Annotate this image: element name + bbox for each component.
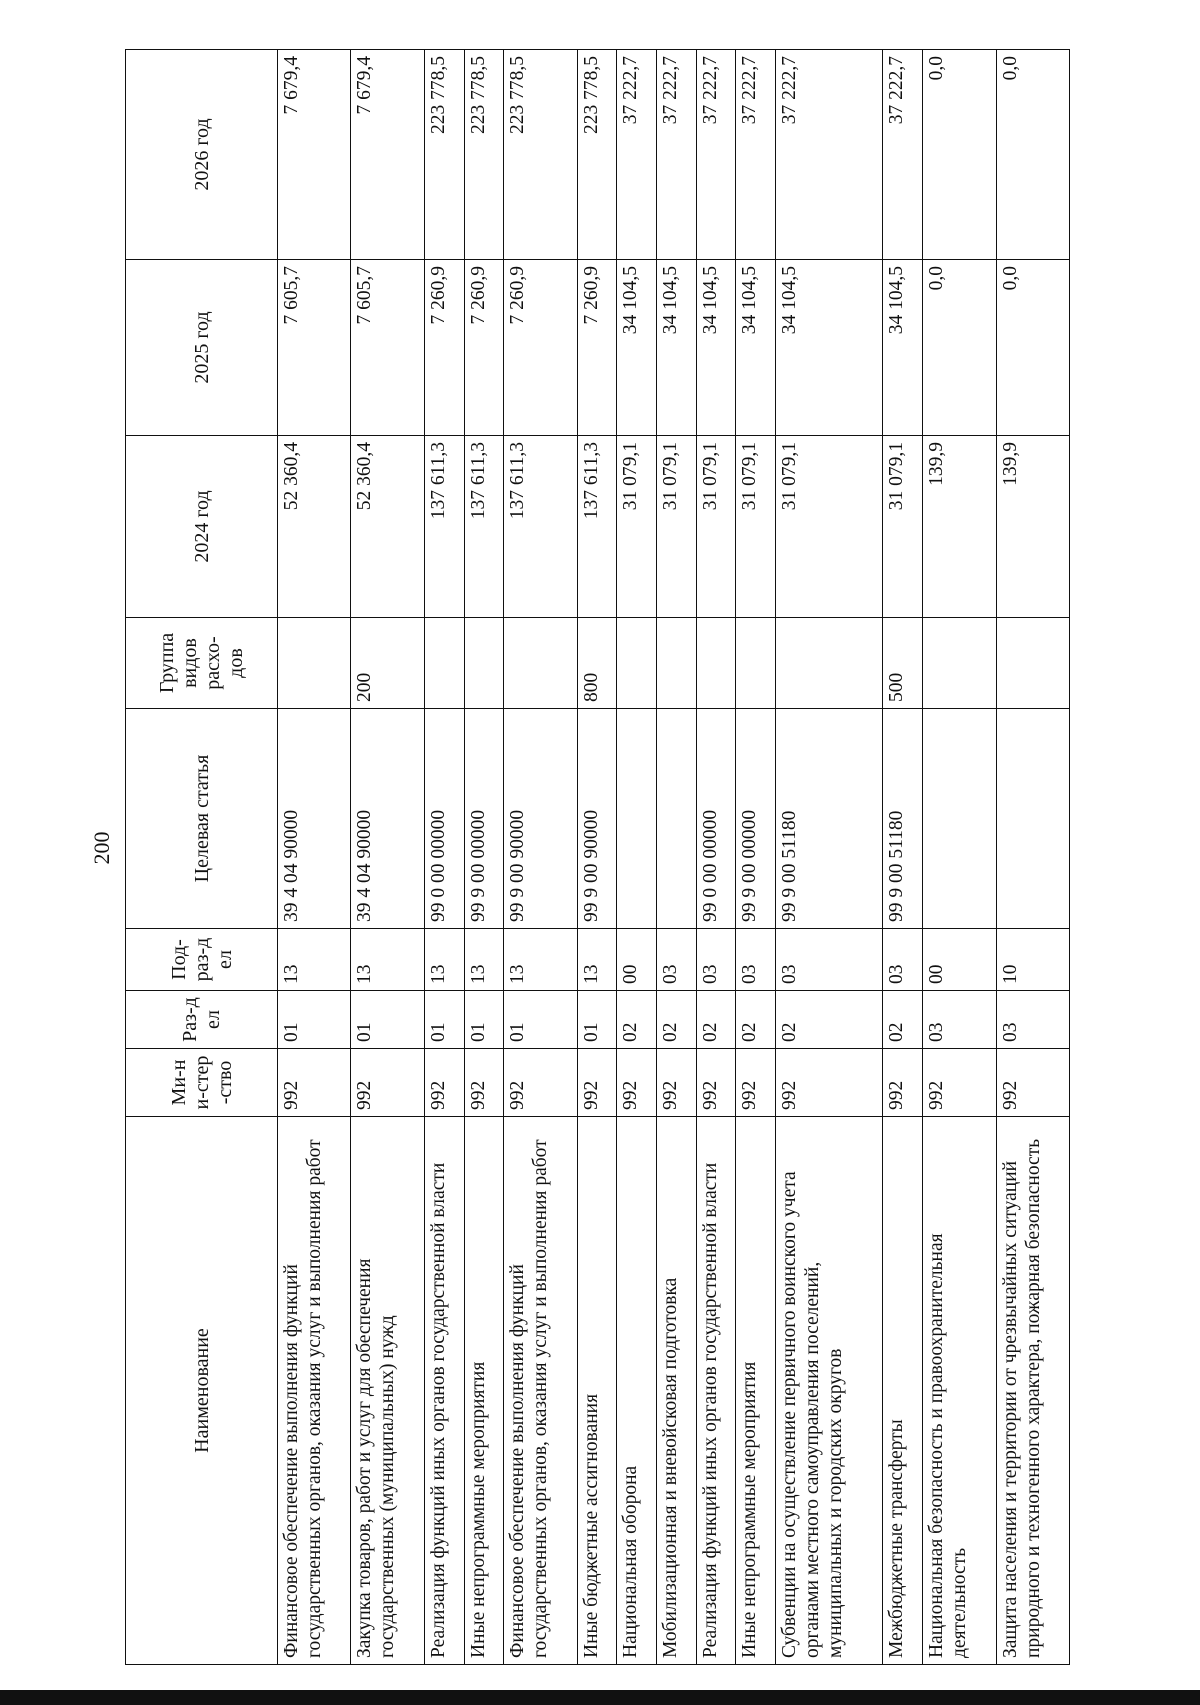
cell-target (617, 709, 657, 929)
cell-2026: 223 778,5 (424, 50, 464, 260)
cell-2025: 34 104,5 (883, 260, 923, 436)
cell-expense-group (617, 618, 657, 709)
cell-2025: 7 260,9 (424, 260, 464, 436)
cell-subsection: 03 (736, 929, 776, 991)
cell-section: 01 (577, 991, 617, 1049)
cell-2026: 0,0 (996, 50, 1070, 260)
cell-ministry: 992 (696, 1049, 736, 1117)
cell-target: 39 4 04 90000 (351, 709, 424, 929)
table-row (504, 50, 577, 1665)
cell-subsection: 13 (351, 929, 424, 991)
cell-expense-group (736, 618, 776, 709)
cell-ministry: 992 (351, 1049, 424, 1117)
cell-2024: 52 360,4 (278, 436, 351, 618)
cell-section: 03 (923, 991, 996, 1049)
cell-target (996, 709, 1070, 929)
table-row (736, 50, 776, 1665)
cell-subsection: 00 (923, 929, 996, 991)
table-row (577, 50, 617, 1665)
cell-expense-group (776, 618, 883, 709)
cell-name: Иные бюджетные ассигнования (577, 1117, 617, 1665)
cell-expense-group (504, 618, 577, 709)
cell-section: 02 (736, 991, 776, 1049)
cell-expense-group (278, 618, 351, 709)
cell-section: 02 (657, 991, 697, 1049)
cell-name: Реализация функций иных органов государственной власти (424, 1117, 464, 1665)
cell-name: Межбюджетные трансферты (883, 1117, 923, 1665)
cell-target: 99 9 00 00000 (736, 709, 776, 929)
cell-2025: 7 260,9 (504, 260, 577, 436)
cell-expense-group (424, 618, 464, 709)
cell-target: 39 4 04 90000 (278, 709, 351, 929)
cell-section: 02 (776, 991, 883, 1049)
cell-subsection: 00 (617, 929, 657, 991)
cell-2024: 139,9 (996, 436, 1070, 618)
table-row (883, 50, 923, 1665)
cell-subsection: 03 (776, 929, 883, 991)
cell-2024: 137 611,3 (424, 436, 464, 618)
cell-target: 99 9 00 90000 (504, 709, 577, 929)
cell-name: Иные непрограммные мероприятия (736, 1117, 776, 1665)
cell-ministry: 992 (776, 1049, 883, 1117)
cell-2024: 52 360,4 (351, 436, 424, 618)
header-2024: 2024 год (126, 436, 278, 618)
cell-2024: 31 079,1 (657, 436, 697, 618)
cell-expense-group (696, 618, 736, 709)
cell-name: Национальная безопасность и правоохранительная деятельность (923, 1117, 996, 1665)
cell-name: Мобилизационная и вневойсковая подготовка (657, 1117, 697, 1665)
cell-2024: 137 611,3 (504, 436, 577, 618)
cell-target: 99 9 00 00000 (464, 709, 504, 929)
cell-expense-group (923, 618, 996, 709)
cell-2026: 7 679,4 (351, 50, 424, 260)
cell-ministry: 992 (923, 1049, 996, 1117)
cell-subsection: 13 (278, 929, 351, 991)
table-row (351, 50, 424, 1665)
cell-target (923, 709, 996, 929)
cell-target (657, 709, 697, 929)
cell-name: Финансовое обеспечение выполнения функций государственных органов, оказания услуг и выполнения работ (278, 1117, 351, 1665)
cell-ministry: 992 (617, 1049, 657, 1117)
cell-expense-group: 500 (883, 618, 923, 709)
table-body (278, 50, 1070, 1665)
cell-target: 99 9 00 90000 (577, 709, 617, 929)
cell-name: Реализация функций иных органов государственной власти (696, 1117, 736, 1665)
cell-name: Национальная оборона (617, 1117, 657, 1665)
cell-ministry: 992 (996, 1049, 1070, 1117)
table-row (923, 50, 996, 1665)
cell-target: 99 0 00 00000 (424, 709, 464, 929)
cell-2026: 223 778,5 (464, 50, 504, 260)
cell-subsection: 03 (696, 929, 736, 991)
cell-section: 02 (883, 991, 923, 1049)
cell-2026: 7 679,4 (278, 50, 351, 260)
cell-section: 03 (996, 991, 1070, 1049)
cell-ministry: 992 (736, 1049, 776, 1117)
cell-target: 99 9 00 51180 (883, 709, 923, 929)
table-row (996, 50, 1070, 1665)
cell-2025: 7 260,9 (464, 260, 504, 436)
table-row (278, 50, 351, 1665)
cell-2024: 31 079,1 (776, 436, 883, 618)
cell-ministry: 992 (577, 1049, 617, 1117)
header-name: Наименование (126, 1117, 278, 1665)
cell-ministry: 992 (424, 1049, 464, 1117)
cell-subsection: 13 (424, 929, 464, 991)
cell-2026: 223 778,5 (577, 50, 617, 260)
table-row (464, 50, 504, 1665)
cell-2024: 137 611,3 (577, 436, 617, 618)
header-ministry: Ми-ни-стер-ство (126, 1049, 278, 1117)
cell-section: 01 (351, 991, 424, 1049)
header-expense-group: Группа видов расхо-дов (126, 618, 278, 709)
header-subsection: Под-раз-дел (126, 929, 278, 991)
cell-2026: 223 778,5 (504, 50, 577, 260)
cell-ministry: 992 (504, 1049, 577, 1117)
cell-2024: 31 079,1 (696, 436, 736, 618)
budget-table (125, 49, 1070, 1665)
cell-name: Субвенции на осуществление первичного воинского учета органами местного самоуправления поселений, муниципальных и городских округов (776, 1117, 883, 1665)
cell-subsection: 03 (657, 929, 697, 991)
cell-2025: 34 104,5 (736, 260, 776, 436)
cell-2025: 7 605,7 (278, 260, 351, 436)
cell-name: Защита населения и территории от чрезвычайных ситуаций природного и техногенного характера, пожарная безопасность (996, 1117, 1070, 1665)
cell-2025: 34 104,5 (776, 260, 883, 436)
cell-expense-group (657, 618, 697, 709)
cell-2026: 37 222,7 (696, 50, 736, 260)
cell-2026: 37 222,7 (736, 50, 776, 260)
cell-2024: 31 079,1 (736, 436, 776, 618)
header-section: Раз-дел (126, 991, 278, 1049)
cell-2025: 0,0 (923, 260, 996, 436)
cell-name: Финансовое обеспечение выполнения функций государственных органов, оказания услуг и выполнения работ (504, 1117, 577, 1665)
table-row (617, 50, 657, 1665)
table-row (424, 50, 464, 1665)
cell-2025: 34 104,5 (617, 260, 657, 436)
table-row (696, 50, 736, 1665)
cell-2024: 31 079,1 (883, 436, 923, 618)
cell-2025: 7 605,7 (351, 260, 424, 436)
cell-2025: 34 104,5 (657, 260, 697, 436)
header-row (126, 50, 278, 1665)
cell-subsection: 03 (883, 929, 923, 991)
cell-2026: 37 222,7 (883, 50, 923, 260)
cell-ministry: 992 (464, 1049, 504, 1117)
page-number: 200 (89, 831, 114, 865)
cell-section: 01 (278, 991, 351, 1049)
cell-section: 02 (696, 991, 736, 1049)
cell-2024: 31 079,1 (617, 436, 657, 618)
cell-2025: 34 104,5 (696, 260, 736, 436)
cell-2024: 139,9 (923, 436, 996, 618)
header-2026: 2026 год (126, 50, 278, 260)
cell-section: 02 (617, 991, 657, 1049)
cell-2025: 7 260,9 (577, 260, 617, 436)
cell-ministry: 992 (883, 1049, 923, 1117)
cell-2025: 0,0 (996, 260, 1070, 436)
cell-expense-group (996, 618, 1070, 709)
cell-name: Иные непрограммные мероприятия (464, 1117, 504, 1665)
cell-2026: 37 222,7 (776, 50, 883, 260)
header-2025: 2025 год (126, 260, 278, 436)
scan-edge-bar (0, 1690, 1200, 1705)
cell-subsection: 13 (577, 929, 617, 991)
cell-ministry: 992 (278, 1049, 351, 1117)
cell-section: 01 (424, 991, 464, 1049)
cell-name: Закупка товаров, работ и услуг для обеспечения государственных (муниципальных) нужд (351, 1117, 424, 1665)
cell-2026: 37 222,7 (657, 50, 697, 260)
cell-expense-group: 200 (351, 618, 424, 709)
cell-subsection: 13 (504, 929, 577, 991)
cell-ministry: 992 (657, 1049, 697, 1117)
cell-target: 99 0 00 00000 (696, 709, 736, 929)
cell-subsection: 10 (996, 929, 1070, 991)
table-row (657, 50, 697, 1665)
cell-2026: 37 222,7 (617, 50, 657, 260)
table-row (776, 50, 883, 1665)
cell-expense-group (464, 618, 504, 709)
cell-section: 01 (504, 991, 577, 1049)
rotated-table-container (125, 50, 1070, 1665)
cell-section: 01 (464, 991, 504, 1049)
cell-2024: 137 611,3 (464, 436, 504, 618)
cell-target: 99 9 00 51180 (776, 709, 883, 929)
header-target: Целевая статья (126, 709, 278, 929)
cell-2026: 0,0 (923, 50, 996, 260)
cell-expense-group: 800 (577, 618, 617, 709)
cell-subsection: 13 (464, 929, 504, 991)
